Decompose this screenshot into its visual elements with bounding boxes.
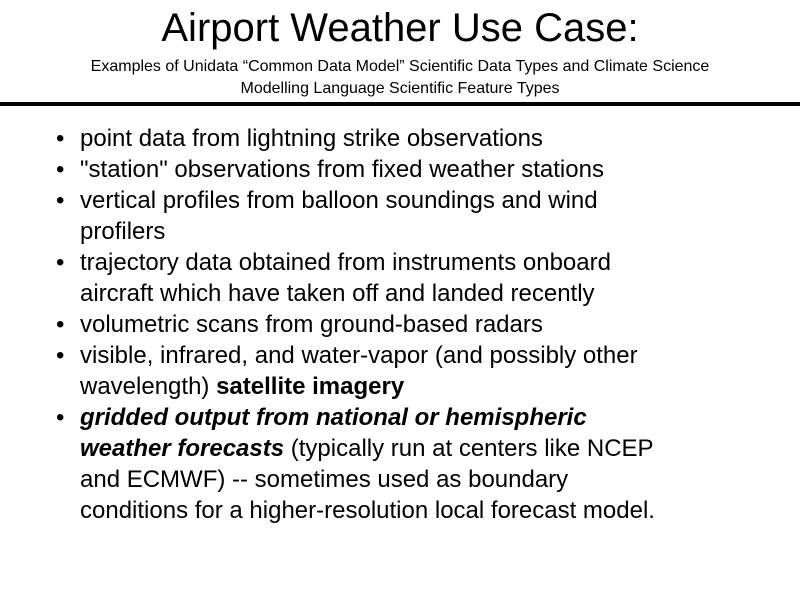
bullet-item xyxy=(56,154,756,185)
bullet-text: aircraft which have taken off and landed recently xyxy=(80,280,595,307)
bullet-text: (typically run at centers like NCEP xyxy=(284,435,654,462)
bullet-text: trajectory data obtained from instruments onboard xyxy=(80,249,611,276)
bullet-text: point data from lightning strike observations xyxy=(80,125,543,152)
bullet-text: wavelength) xyxy=(80,373,217,400)
bullet-text: and ECMWF) -- sometimes used as boundary xyxy=(80,466,569,493)
bullet-item xyxy=(56,123,756,154)
bullet-emphasis: gridded output from national or hemispheric xyxy=(80,404,587,431)
bullet-dot-icon: • xyxy=(56,187,65,214)
bullet-item xyxy=(56,185,756,247)
bullet-item xyxy=(56,402,756,526)
bullet-text: conditions for a higher-resolution local forecast model. xyxy=(80,497,655,524)
bullet-dot-icon: • xyxy=(56,125,65,152)
bullet-dot-icon: • xyxy=(56,311,65,338)
bullet-dot-icon: • xyxy=(56,342,65,369)
bullet-text: vertical profiles from balloon soundings and wind xyxy=(80,187,598,214)
bullet-dot-icon: • xyxy=(56,404,65,431)
slide-title: Airport Weather Use Case: xyxy=(161,6,639,50)
bullet-text: visible, infrared, and water-vapor (and possibly other xyxy=(80,342,638,369)
bullet-text: "station" observations from fixed weather stations xyxy=(80,156,604,183)
bullet-emphasis: satellite imagery xyxy=(216,373,405,400)
bullet-item xyxy=(56,309,756,340)
bullet-dot-icon: • xyxy=(56,249,65,276)
bullet-text-line xyxy=(80,371,756,402)
bullet-list xyxy=(56,123,756,526)
bullet-text: volumetric scans from ground-based radars xyxy=(80,311,543,338)
slide-subtitle xyxy=(0,56,800,100)
bullet-text-line xyxy=(80,433,756,464)
title-divider xyxy=(0,102,800,106)
subtitle-line: Examples of Unidata “Common Data Model” Scientific Data Types and Climate Science xyxy=(90,58,710,75)
bullet-dot-icon: • xyxy=(56,156,65,183)
bullet-emphasis: weather forecasts xyxy=(80,435,285,462)
bullet-text: profilers xyxy=(80,218,166,245)
bullet-item xyxy=(56,247,756,309)
subtitle-line: Modelling Language Scientific Feature Types xyxy=(240,80,560,97)
bullet-item xyxy=(56,340,756,402)
